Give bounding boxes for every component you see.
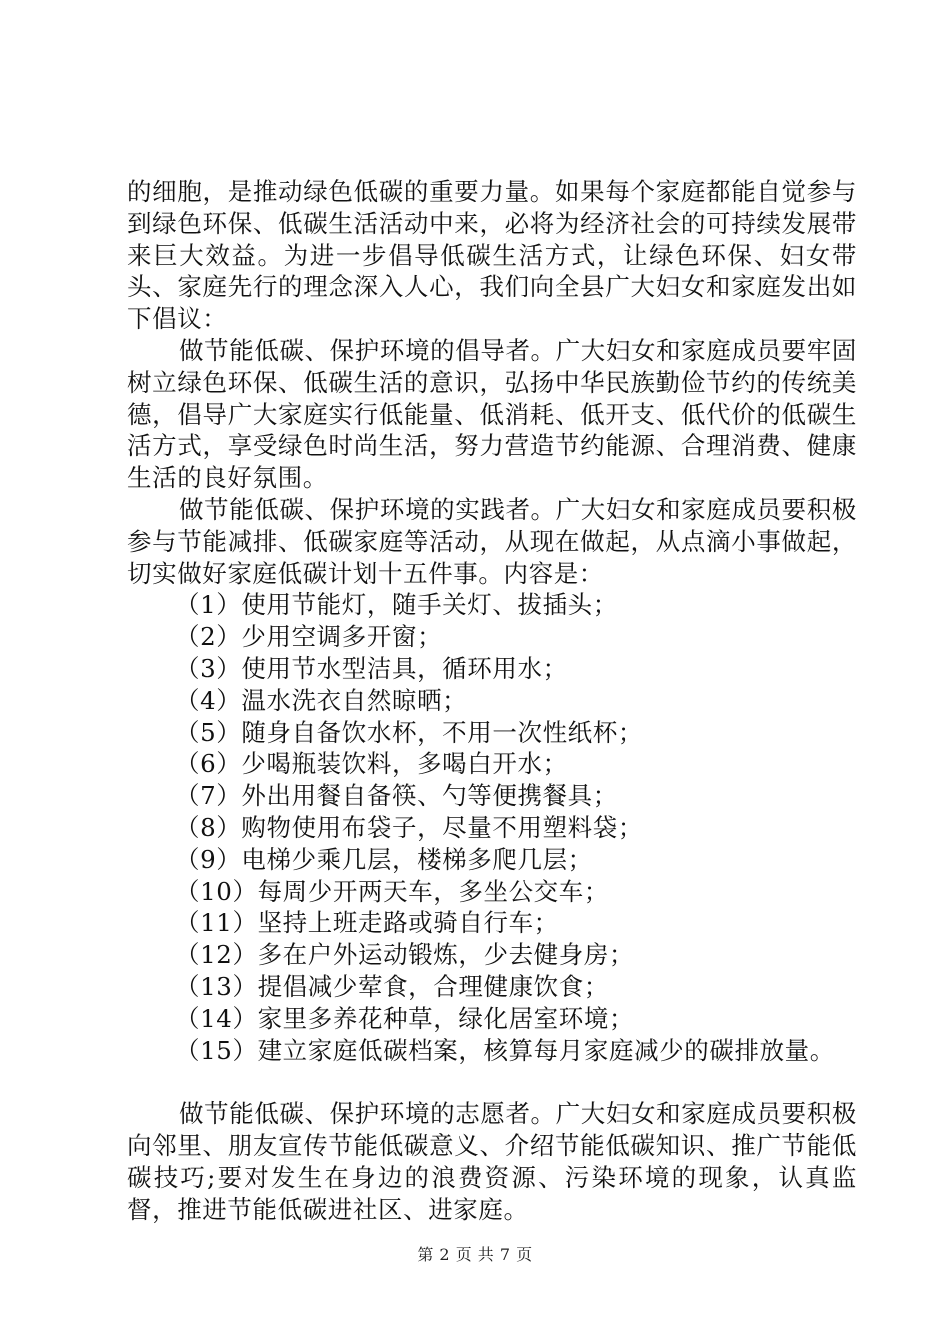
list-item: （1）使用节能灯，随手关灯、拔插头； bbox=[175, 590, 618, 620]
advocate-paragraph: 做节能低碳、保护环境的倡导者。广大妇女和家庭成员要牢固树立绿色环保、低碳生活的意识，弘扬中华民族勤俭节约的传统美德，倡导广大家庭实行低能量、低消耗、低开支、低代价的低碳生活方式，享受绿色时尚生活，努力营造节约能源、合理消费、健康生活的良好氛围。 bbox=[127, 335, 857, 493]
volunteer-paragraph: 做节能低碳、保护环境的志愿者。广大妇女和家庭成员要积极向邻里、朋友宣传节能低碳意义、介绍节能低碳知识、推广节能低碳技巧;要对发生在身边的浪费资源、污染环境的现象，认真监督，推进节能低碳进社区、进家庭。 bbox=[127, 1099, 857, 1224]
list-item: （6）少喝瓶装饮料，多喝白开水； bbox=[175, 749, 568, 779]
list-item: （15）建立家庭低碳档案，核算每月家庭减少的碳排放量。 bbox=[175, 1035, 835, 1065]
list-item: （11）坚持上班走路或骑自行车； bbox=[175, 908, 559, 938]
list-item: （7）外出用餐自备筷、勺等便携餐具； bbox=[175, 781, 618, 811]
list-item: （9）电梯少乘几层，楼梯多爬几层； bbox=[175, 844, 593, 874]
list-item: （14）家里多养花种草，绿化居室环境； bbox=[175, 1003, 635, 1033]
list-item: （13）提倡减少荤食，合理健康饮食； bbox=[175, 971, 609, 1001]
page-number-footer: 第 2 页 共 7 页 bbox=[417, 1245, 533, 1264]
list-item: （3）使用节水型洁具，循环用水； bbox=[175, 653, 568, 683]
document-body bbox=[127, 176, 857, 1226]
practitioner-paragraph: 做节能低碳、保护环境的实践者。广大妇女和家庭成员要积极参与节能减排、低碳家庭等活动，从现在做起，从点滴小事做起，切实做好家庭低碳计划十五件事。内容是： bbox=[127, 494, 857, 588]
list-item: （2）少用空调多开窗； bbox=[175, 622, 443, 652]
fifteen-things-list bbox=[127, 589, 857, 1066]
list-item: （10）每周少开两天车，多坐公交车； bbox=[175, 876, 609, 906]
list-item: （12）多在户外运动锻炼，少去健身房； bbox=[175, 940, 635, 970]
paragraph-spacer bbox=[127, 1066, 857, 1098]
list-item: （8）购物使用布袋子，尽量不用塑料袋； bbox=[175, 812, 643, 842]
intro-paragraph: 的细胞，是推动绿色低碳的重要力量。如果每个家庭都能自觉参与到绿色环保、低碳生活活动中来，必将为经济社会的可持续发展带来巨大效益。为进一步倡导低碳生活方式，让绿色环保、妇女带头、家庭先行的理念深入人心，我们向全县广大妇女和家庭发出如下倡议： bbox=[127, 177, 857, 334]
list-item: （5）随身自备饮水杯，不用一次性纸杯； bbox=[175, 717, 643, 747]
list-item: （4）温水洗衣自然晾晒； bbox=[175, 685, 468, 715]
